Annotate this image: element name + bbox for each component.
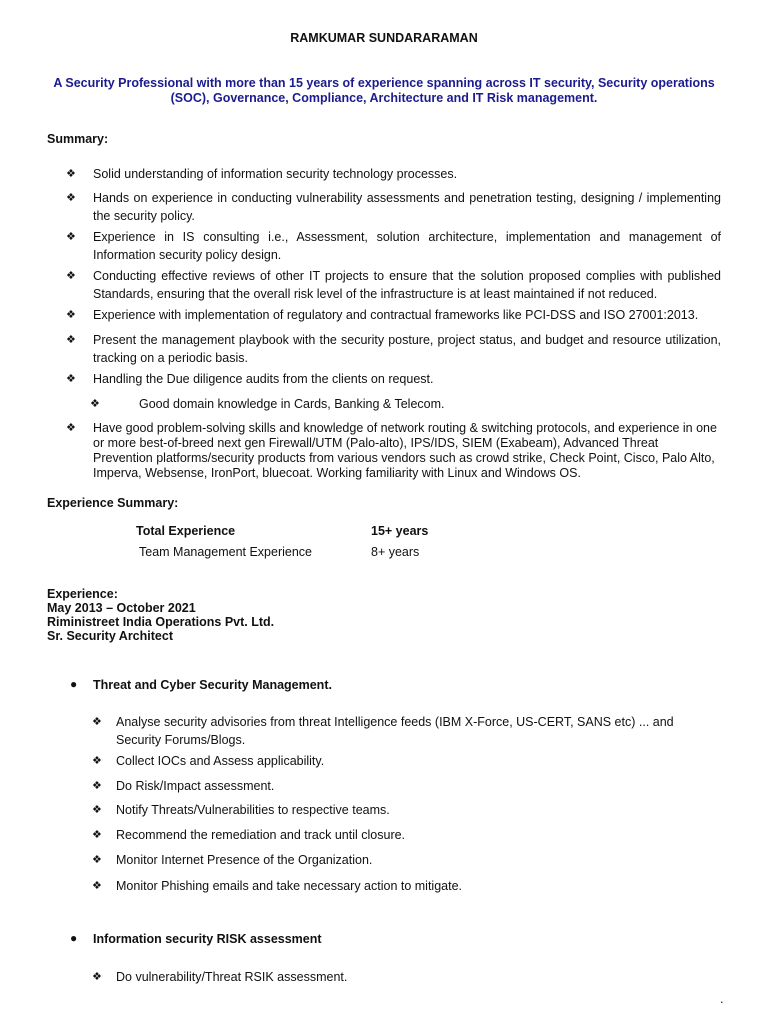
summary-item: ❖ Have good problem-solving skills and knowledge of network routing & switching protocols, and experience in one or more best-of-breed next gen Firewall/UTM (Palo-alto), IPS/IDS, SIEM (Exabeam), Advanced Threat Prevention platforms/security products from various vendors such as crowd strike, Check Point, Cisco, Palo Alto, Imperva, Websense, IronPort, bluecoat. Working familiarity with Linux and Windows OS. [66, 421, 717, 480]
summary-item: ❖ Hands on experience in conducting vulnerability assessments and penetration testing, designing / implementing the security policy. [66, 191, 721, 223]
duty-item: ❖ Recommend the remediation and track until closure. [92, 828, 406, 842]
diamond-bullet-icon: ❖ [92, 854, 102, 866]
diamond-bullet-icon: ❖ [66, 168, 76, 180]
diamond-bullet-icon: ❖ [92, 780, 102, 792]
round-bullet-icon: ● [70, 677, 78, 691]
candidate-name: RAMKUMAR SUNDARARAMAN [290, 31, 478, 45]
diamond-bullet-icon: ❖ [92, 804, 102, 816]
diamond-bullet-icon: ❖ [92, 716, 102, 728]
team-management-label: Team Management Experience [139, 545, 313, 559]
total-experience-label: Total Experience [136, 524, 236, 538]
diamond-bullet-icon: ❖ [92, 755, 102, 767]
job-role: Sr. Security Architect [47, 629, 173, 643]
diamond-bullet-icon: ❖ [92, 880, 102, 892]
summary-heading: Summary: [47, 132, 109, 146]
summary-item: ❖ Solid understanding of information security technology processes. [66, 167, 458, 181]
summary-item: ❖ Experience in IS consulting i.e., Assessment, solution architecture, implementation and management of Information security policy design. [66, 230, 721, 262]
duty-item: ❖ Collect IOCs and Assess applicability. [92, 754, 325, 768]
diamond-bullet-icon: ❖ [90, 398, 100, 410]
summary-item: ❖ Handling the Due diligence audits from the clients on request. [66, 372, 434, 386]
profile-tagline: A Security Professional with more than 15 years of experience spanning across IT security, Security operations (SOC), Governance, Compliance, Architecture and IT Risk management. [53, 76, 715, 105]
section-title-threat: Threat and Cyber Security Management. [93, 678, 332, 692]
diamond-bullet-icon: ❖ [66, 373, 76, 385]
duty-item: ❖ Monitor Internet Presence of the Organization. [92, 853, 373, 867]
experience-summary-heading: Experience Summary: [47, 496, 179, 510]
round-bullet-icon: ● [70, 931, 78, 945]
summary-item: ❖ Experience with implementation of regulatory and contractual frameworks like PCI-DSS and ISO 27001:2013. [66, 308, 699, 322]
job-period: May 2013 – October 2021 [47, 601, 196, 615]
summary-item: ❖ Present the management playbook with the security posture, project status, and budget and resource utilization, tracking on a periodic basis. [66, 333, 721, 365]
duty-item: ❖ Analyse security advisories from threat Intelligence feeds (IBM X-Force, US-CERT, SANS etc) ... and Security Forums/Blogs. [92, 715, 674, 747]
diamond-bullet-icon: ❖ [66, 334, 76, 346]
diamond-bullet-icon: ❖ [66, 270, 76, 282]
diamond-bullet-icon: ❖ [92, 829, 102, 841]
company-name: Riministreet India Operations Pvt. Ltd. [47, 615, 275, 629]
diamond-bullet-icon: ❖ [66, 192, 76, 204]
diamond-bullet-icon: ❖ [66, 422, 76, 434]
summary-item: ❖ Good domain knowledge in Cards, Banking & Telecom. [90, 397, 445, 411]
duty-item: ❖ Do Risk/Impact assessment. [92, 779, 275, 793]
summary-item: ❖ Conducting effective reviews of other IT projects to ensure that the solution proposed complies with published Standards, ensuring that the overall risk level of the infrastructure is at least maintained if not reduced. [66, 269, 721, 301]
diamond-bullet-icon: ❖ [92, 971, 102, 983]
experience-heading: Experience: [47, 587, 118, 601]
duty-item: ❖ Monitor Phishing emails and take necessary action to mitigate. [92, 879, 463, 893]
section-title-risk: Information security RISK assessment [93, 932, 322, 946]
footer-mark: . [720, 992, 724, 1006]
diamond-bullet-icon: ❖ [66, 309, 76, 321]
duty-item: ❖ Do vulnerability/Threat RSIK assessment. [92, 970, 348, 984]
duty-item: ❖ Notify Threats/Vulnerabilities to respective teams. [92, 803, 390, 817]
team-management-value: 8+ years [371, 545, 420, 559]
total-experience-value: 15+ years [371, 524, 429, 538]
diamond-bullet-icon: ❖ [66, 231, 76, 243]
